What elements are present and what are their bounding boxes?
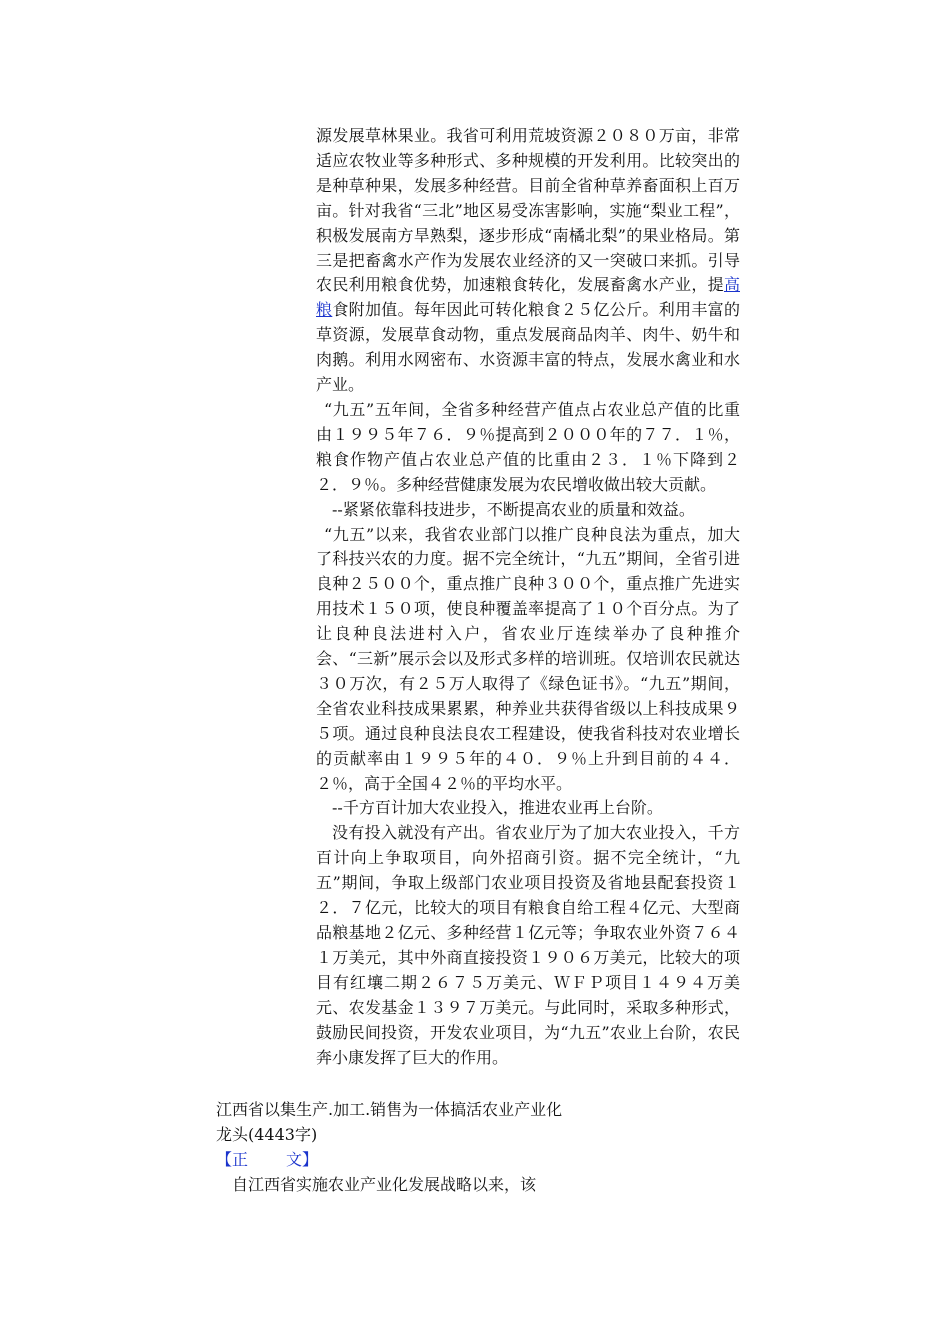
bracket-left: 【正 (216, 1149, 249, 1169)
paragraph-text: 食附加值。每年因此可转化粮食２５亿公斤。利用丰富的草资源，发展草食动物，重点发展商品肉羊、肉牛、奶牛和肉鹅。利用水网密布、水资源丰富的特点，发展水禽业和水产业。 (316, 300, 740, 395)
subheading-technology: --紧紧依靠科技进步，不断提高农业的质量和效益。 (332, 499, 695, 519)
paragraph-investment: 没有投入就没有产出。省农业厅为了加大农业投入，千方百计向上争取项目，向外招商引资。据不完全统计，“九五”期间，争取上级部门农业项目投资及省地县配套投资１２．７亿元，比较大的项目有粮食自给工程４亿元、大型商品粮基地２亿元、多种经营１亿元等；争取农业外资７６４１万美元，其中外商直接投资１９０６万美元，比较大的项目有红壤二期２６７５万美元、ＷＦＰ项目１４９４万美元、农发基金１３９７万美元。与此同时，采取多种形式，鼓励民间投资，开发农业项目，为“九五”农业上台阶，农民奔小康发挥了巨大的作用。 (316, 823, 740, 1067)
paragraph-text: 源发展草林果业。我省可利用荒坡资源２０８０万亩，非常适应农牧业等多种形式、多种规模的开发利用。比较突出的是种草种果，发展多种经营。目前全省种草养畜面积上百万亩。针对我省“三北”地区易受冻害影响，实施“梨业工程”，积极发展南方旱熟梨，逐步形成“南橘北梨”的果业格局。第三是把畜禽水产作为发展农业经济的又一突破口来抓。引导农民利用粮食优势，加速粮食转化，发展畜禽水产业，提 (316, 126, 740, 295)
bracket-right: 文】 (286, 1149, 319, 1169)
paragraph-diversified-output: “九五”五年间，全省多种经营产值点占农业总产值的比重由１９９５年７６．９％提高到２０００年的７７．１％，粮食作物产值占农业总产值的比重由２３．１％下降到２２．９％。多种经营健康发展为农民增收做出较大贡献。 (316, 399, 740, 494)
article-continuation-column (316, 124, 740, 1070)
article-title: 江西省以集生产.加工.销售为一体搞活农业产业化龙头(4443字) (216, 1100, 563, 1144)
body-marker (216, 1148, 576, 1173)
keyword-link[interactable]: 高粮 (316, 275, 740, 320)
next-article (216, 1098, 576, 1198)
paragraph-technology: “九五”以来，我省农业部门以推广良种良法为重点，加大了科技兴农的力度。据不完全统计，“九五”期间，全省引进良种２５００个，重点推广良种３００个，重点推广先进实用技术１５０项，使良种覆盖率提高了１０个百分点。为了让良种良法进村入户，省农业厅连续举办了良种推介会、“三新”展示会以及形式多样的培训班。仅培训农民就达３０万次，有２５万人取得了《绿色证书》。“九五”期间，全省农业科技成果累累，种养业共获得省级以上科技成果９５项。通过良种良法良农工程建设，使我省科技对农业增长的贡献率由１９９５年的４０．９％上升到目前的４４．２％，高于全国４２％的平均水平。 (316, 524, 740, 793)
paragraph-orchards (316, 124, 740, 398)
subheading-investment: --千方百计加大农业投入，推进农业再上台阶。 (332, 798, 663, 818)
article-first-line: 自江西省实施农业产业化发展战略以来，该 (232, 1174, 537, 1194)
